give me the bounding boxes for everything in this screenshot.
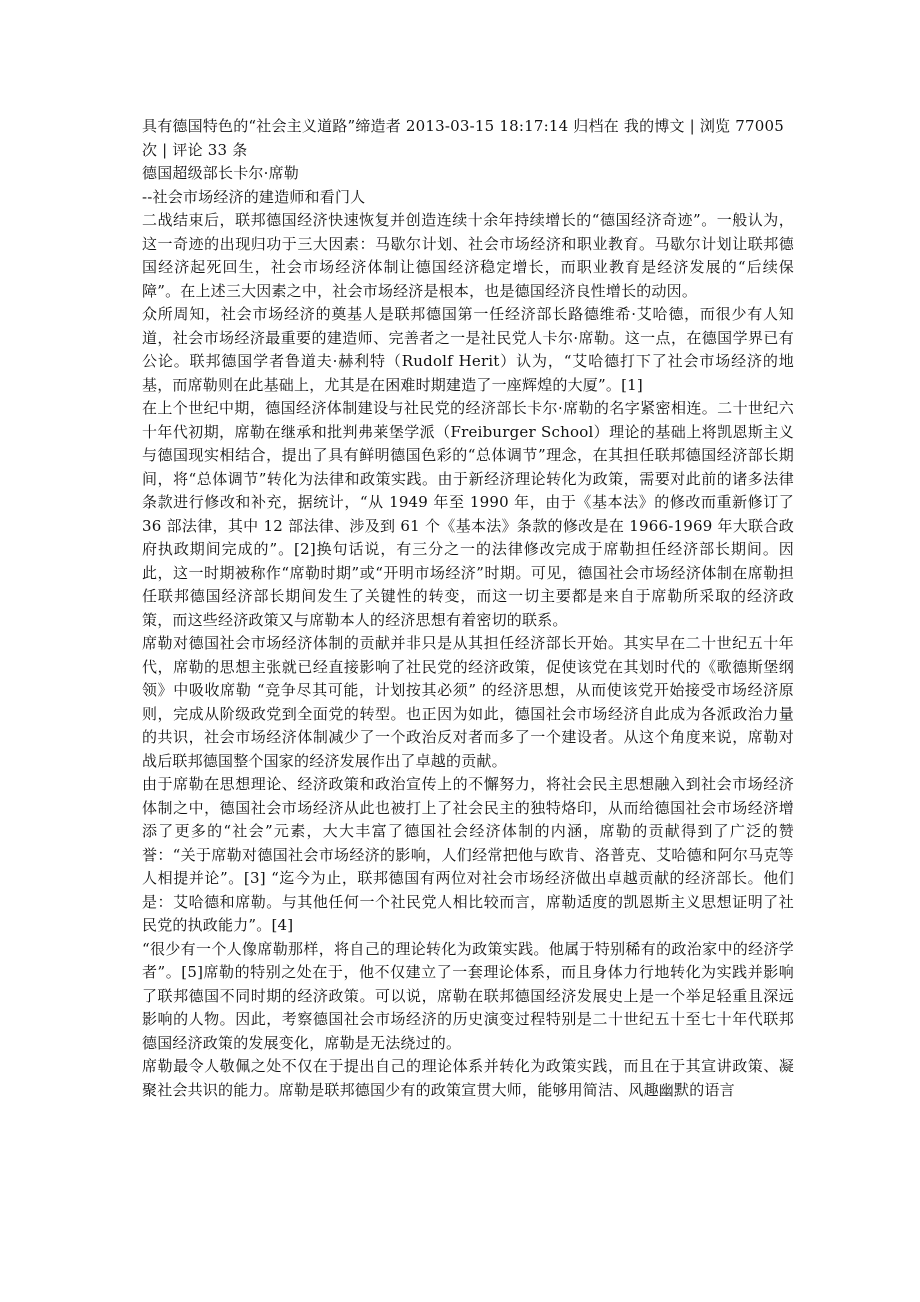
paragraph-4: 席勒对德国社会市场经济体制的贡献并非只是从其担任经济部长开始。其实早在二十世纪五十年代，席勒的思想主张就已经直接影响了社民党的经济政策，促使该党在其划时代的《歌德斯堡纲领》中吸收席勒 “竞争尽其可能，计划按其必须” 的经济思想，从而使该党开始接受市场经济原则，完成从阶级政党到全面党的转型。也正因为如此，德国社会市场经济自此成为各派政治力量的共识，社会市场经济体制减少了一个政治反对者而多了一个建设者。从这个角度来说，席勒对战后联邦德国整个国家的经济发展作出了卓越的贡献。 xyxy=(142,634,794,770)
article-body xyxy=(142,115,794,1102)
article-title: 德国超级部长卡尔·席勒 xyxy=(142,164,299,182)
paragraph-3: 在上个世纪中期，德国经济体制建设与社民党的经济部长卡尔·席勒的名字紧密相连。二十世纪六十年代初期，席勒在继承和批判弗莱堡学派（Freiburger School）理论的基础上将凯恩斯主义与德国现实相结合，提出了具有鲜明德国色彩的“总体调节”理念，在其担任联邦德国经济部长期间，将“总体调节”转化为法律和政策实践。由于新经济理论转化为政策，需要对此前的诸多法律条款进行修改和补充，据统计，“从 1949 年至 1990 年，由于《基本法》的修改而重新修订了 36 部法律，其中 12 部法律、涉及到 61 个《基本法》条款的修改是在 1966-1969 年大联合政府执政期间完成的”。[2]换句话说，有三分之一的法律修改完成于席勒担任经济部长期间。因此，这一时期被称作“席勒时期”或“开明市场经济”时期。可见，德国社会市场经济体制在席勒担任联邦德国经济部长期间发生了关键性的转变，而这一切主要都是来自于席勒所采取的经济政策，而这些经济政策又与席勒本人的经济思想有着密切的联系。 xyxy=(142,399,794,629)
paragraph-2: 众所周知，社会市场经济的奠基人是联邦德国第一任经济部长路德维希·艾哈德，而很少有人知道，社会市场经济最重要的建造师、完善者之一是社民党人卡尔·席勒。这一点，在德国学界已有公论。联邦德国学者鲁道夫·赫利特（Rudolf Herit）认为，“艾哈德打下了社会市场经济的地基，而席勒则在此基础上，尤其是在困难时期建造了一座辉煌的大厦”。[1] xyxy=(142,305,794,394)
paragraph-1: 二战结束后，联邦德国经济快速恢复并创造连续十余年持续增长的“德国经济奇迹”。一般认为，这一奇迹的出现归功于三大因素：马歇尔计划、社会市场经济和职业教育。马歇尔计划让联邦德国经济起死回生，社会市场经济体制让德国经济稳定增长，而职业教育是经济发展的“后续保障”。在上述三大因素之中，社会市场经济是根本，也是德国经济良性增长的动因。 xyxy=(142,211,794,300)
paragraph-7: 席勒最令人敬佩之处不仅在于提出自己的理论体系并转化为政策实践，而且在于其宣讲政策、凝聚社会共识的能力。席勒是联邦德国少有的政策宣贯大师，能够用简洁、风趣幽默的语言 xyxy=(142,1057,794,1099)
paragraph-6: “很少有一个人像席勒那样，将自己的理论转化为政策实践。他属于特别稀有的政治家中的经济学者”。[5]席勒的特别之处在于，他不仅建立了一套理论体系，而且身体力行地转化为实践并影响了联邦德国不同时期的经济政策。可以说，席勒在联邦德国经济发展史上是一个举足轻重且深远影响的人物。因此，考察德国社会市场经济的历史演变过程特别是二十世纪五十至七十年代联邦德国经济政策的发展变化，席勒是无法绕过的。 xyxy=(142,939,794,1052)
article-meta-line: 具有德国特色的“社会主义道路”缔造者 2013-03-15 18:17:14 归档在 我的博文 | 浏览 77005 次 | 评论 33 条 xyxy=(142,117,784,159)
paragraph-5: 由于席勒在思想理论、经济政策和政治宣传上的不懈努力，将社会民主思想融入到社会市场经济体制之中，德国社会市场经济从此也被打上了社会民主的独特烙印，从而给德国社会市场经济增添了更多的“社会”元素，大大丰富了德国社会经济体制的内涵，席勒的贡献得到了广泛的赞誉：“关于席勒对德国社会市场经济的影响，人们经常把他与欧肯、洛普克、艾哈德和阿尔马克等人相提并论”。[3] “迄今为止，联邦德国有两位对社会市场经济做出卓越贡献的经济部长。他们是：艾哈德和席勒。与其他任何一个社民党人相比较而言，席勒适度的凯恩斯主义思想证明了社民党的执政能力”。[4] xyxy=(142,775,794,934)
article-subtitle: --社会市场经济的建造师和看门人 xyxy=(142,187,366,206)
